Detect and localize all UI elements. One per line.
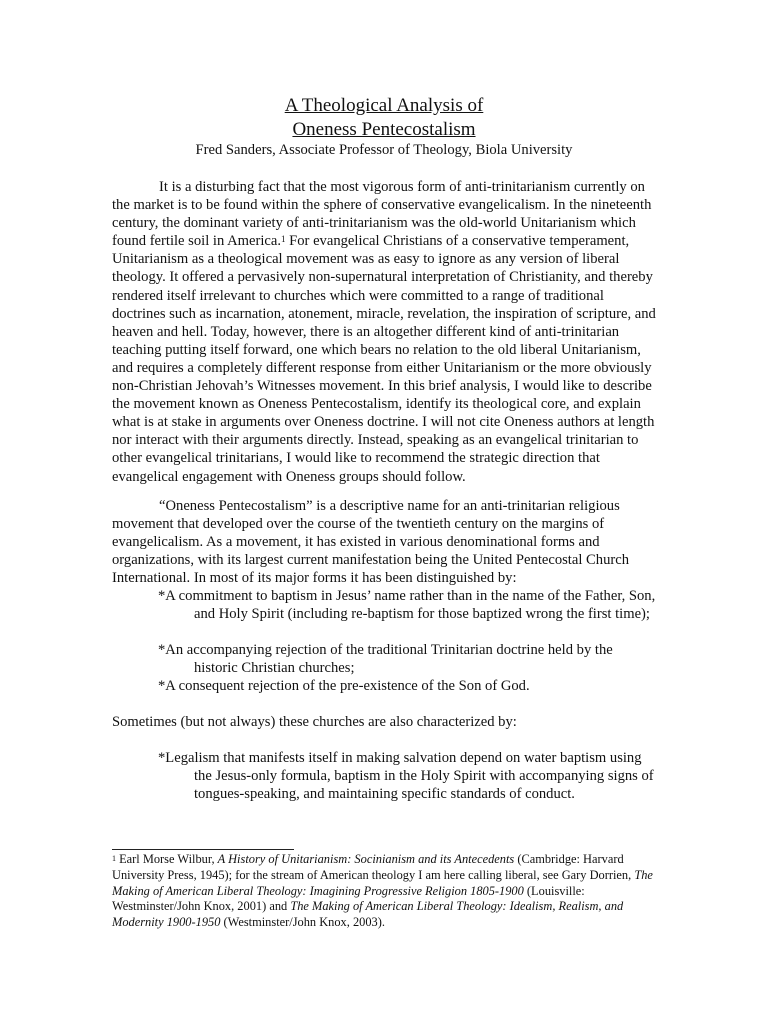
bullet-item-text: *A commitment to baptism in Jesus’ name rather than in the name of the Father, Son, and Holy Spirit (including re-baptism for those baptized wrong the first time); — [158, 588, 656, 623]
footnote — [112, 852, 664, 931]
footnote-divider — [112, 849, 294, 850]
bullet-item-text: *Legalism that manifests itself in making salvation depend on water baptism using the Jesus-only formula, baptism in the Holy Spirit with accompanying signs of tongues-speaking, and maintaining specific standards of conduct. — [158, 750, 654, 803]
bullet-item — [158, 677, 658, 695]
footnote-book-title: The Making of American Liberal Theology: Idealism, Realism, and Modernity 1900-1950 — [112, 899, 624, 930]
footnote-mark: 1 — [112, 854, 116, 863]
footnote-text: (Westminster/John Knox, 2003). — [220, 915, 385, 930]
bullet-item — [158, 587, 658, 623]
paragraph-1-part-a: It is a disturbing fact that the most vigorous form of anti-trinitarianism currently on the market is to be found within the sphere of conservative evangelicalism. In the nineteenth century, the dominant variety of anti-trinitarianism was the old-world Unitarianism which found fertile soil in America. — [112, 179, 652, 250]
footnote-reference: 1 — [281, 234, 286, 245]
paragraph-1 — [112, 178, 660, 486]
document-title-line-2: Oneness Pentecostalism — [292, 119, 476, 140]
bullet-item-text: *A consequent rejection of the pre-existence of the Son of God. — [158, 678, 530, 694]
footnote-book-title: The Making of American Liberal Theology: Imagining Progressive Religion 1805-1900 — [112, 867, 653, 898]
footnote-book-title: A History of Unitarianism: Socinianism and its Antecedents — [217, 852, 515, 866]
author-byline: Fred Sanders, Associate Professor of Theology, Biola University — [195, 142, 573, 158]
bullet-item — [158, 749, 658, 803]
paragraph-3-text: Sometimes (but not always) these churches are also characterized by: — [112, 714, 517, 730]
paragraph-1-part-b: For evangelical Christians of a conservative temperament, Unitarianism as a theological movement was as easy to ignore as any version of liberal theology. It offered a pervasively non-supernatural interpretation of Christianity, and thereby rendered itself irrelevant to churches which were committed to a range of traditional doctrines such as incarnation, atonement, miracle, revelation, the inspiration of scripture, and heaven and hell. Today, however, there is an altogether different kind of anti-trinitarian teaching putting itself forward, one which bears no relation to the old liberal Unitarianism, and requires a completely different response from either Unitarianism or the more obviously non-Christian Jehovah’s Witnesses movement. In this brief analysis, I would like to describe the movement known as Oneness Pentecostalism, identify its theological core, and explain what is at stake in arguments over Oneness doctrine. I will not cite Oneness authors at length nor interact with their arguments directly. Instead, speaking as an evangelical trinitarian to other evangelical trinitarians, I would like to recommend the strategic direction that evangelical engagement with Oneness groups should follow. — [112, 233, 656, 485]
bullet-item-text: *An accompanying rejection of the traditional Trinitarian doctrine held by the historic Christian churches; — [158, 642, 613, 677]
footnote-text: (Cambridge: Harvard University Press, 1945); for the stream of American theology I am here calling liberal, see Gary Dorrien, — [112, 852, 635, 882]
paragraph-2-text: “Oneness Pentecostalism” is a descriptive name for an anti-trinitarian religious movement that developed over the course of the twentieth century on the margins of evangelicalism. As a movement, it has existed in various denominational forms and organizations, with its largest current manifestation being the United Pentecostal Church International. In most of its major forms it has been distinguished by: — [112, 498, 630, 587]
paragraph-3 — [112, 713, 660, 731]
paragraph-2 — [112, 497, 660, 587]
footnote-text: Earl Morse Wilbur, — [116, 852, 218, 866]
document-title-line-1: A Theological Analysis of — [284, 95, 484, 116]
footnote-text: (Louisville: Westminster/John Knox, 2001) and — [112, 883, 585, 914]
bullet-item — [158, 641, 658, 677]
